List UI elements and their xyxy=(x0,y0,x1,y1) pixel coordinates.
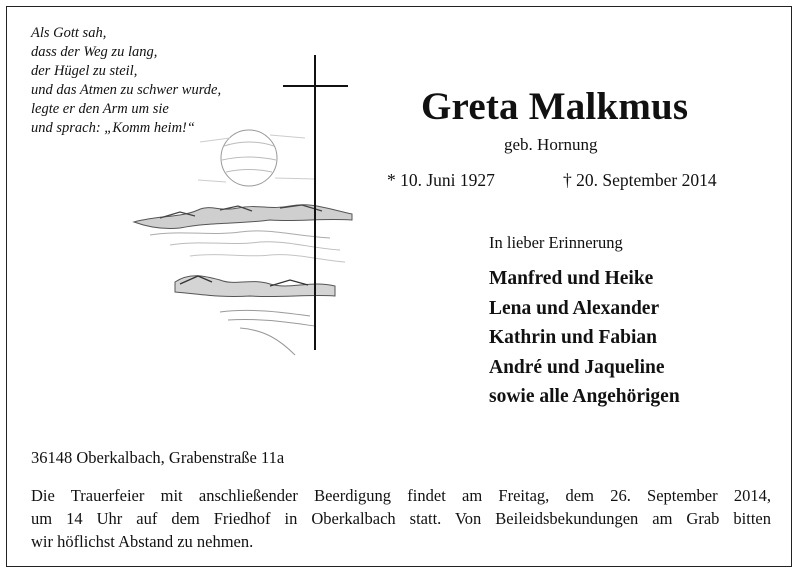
notice-line: Die Trauerfeier mit anschließender Beerdigung findet am Freitag, dem 26. September 2014, xyxy=(31,486,771,505)
mourner-name: Lena und Alexander xyxy=(489,297,660,319)
address: 36148 Oberkalbach, Grabenstraße 11a xyxy=(31,448,285,467)
mourners-list xyxy=(489,264,680,412)
birth-date: * 10. Juni 1927 xyxy=(387,170,495,190)
maiden-name: geb. Hornung xyxy=(504,135,598,154)
funeral-notice xyxy=(31,484,771,553)
poem-line: und sprach: „Komm heim!“ xyxy=(31,120,195,136)
deceased-name: Greta Malkmus xyxy=(421,85,689,128)
poem-line: der Hügel zu steil, xyxy=(31,63,138,79)
mourner-name: Manfred und Heike xyxy=(489,268,654,289)
cross-symbol xyxy=(283,55,348,350)
landscape-cross-illustration xyxy=(120,50,380,370)
poem-line: legte er den Arm um sie xyxy=(31,101,169,117)
mountains-illustration xyxy=(134,205,352,355)
memory-intro: In lieber Erinnerung xyxy=(489,233,623,252)
mourner-name: André und Jaqueline xyxy=(489,356,665,378)
poem-line: dass der Weg zu lang, xyxy=(31,44,158,60)
notice-line: um 14 Uhr auf dem Friedhof in Oberkalbach statt. Von Beileidsbekundungen am Grab bitten xyxy=(31,509,771,528)
mourner-name: Kathrin und Fabian xyxy=(489,327,657,348)
poem-line: Als Gott sah, xyxy=(31,25,107,41)
death-date: † 20. September 2014 xyxy=(563,170,717,190)
poem-line: und das Atmen zu schwer wurde, xyxy=(31,82,222,98)
notice-line: wir höflichst Abstand zu nehmen. xyxy=(31,532,254,551)
mourner-name: sowie alle Angehörigen xyxy=(489,386,680,407)
